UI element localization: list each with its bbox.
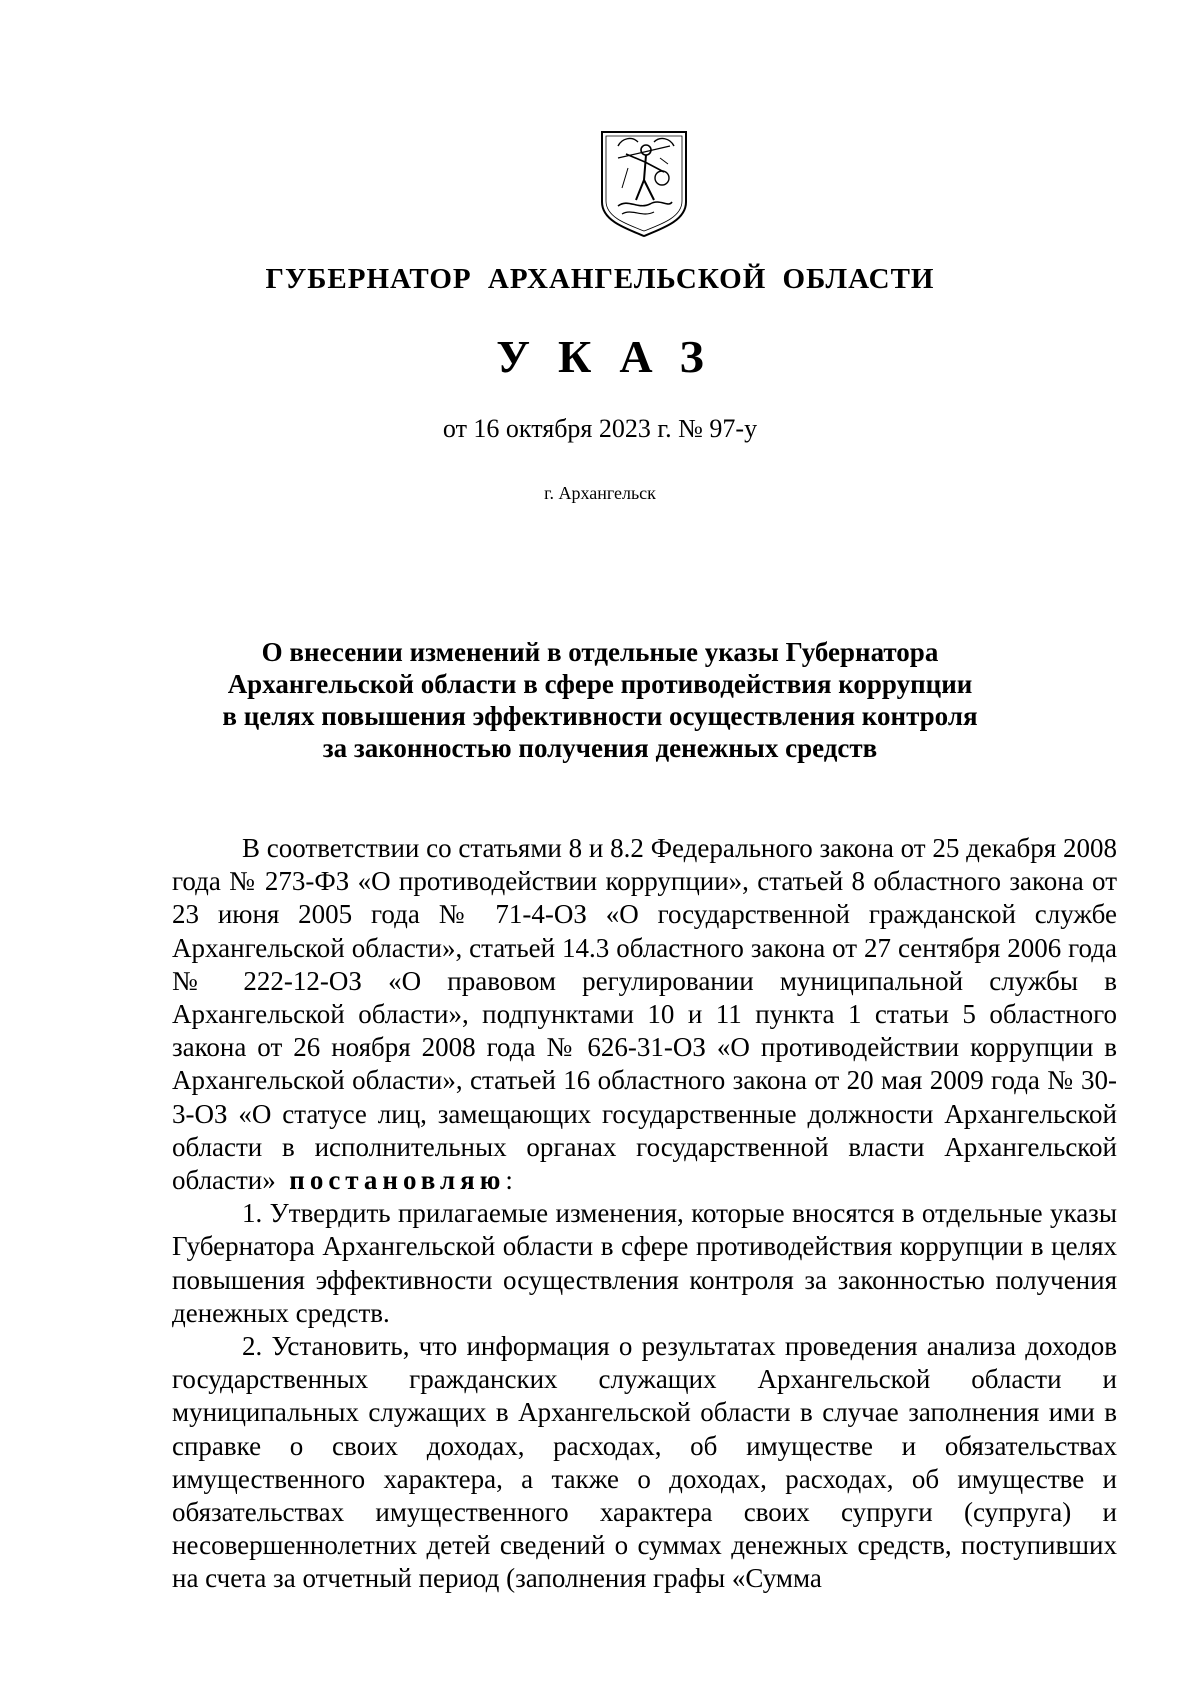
document-type-heading: УКАЗ [496,331,732,382]
preamble-text: В соответствии со статьями 8 и 8.2 Федерального закона от 25 декабря 2008 года № 273-ФЗ «О противодействии коррупции», статьей 8 областного закона от 23 июня 2005 года № 71-4-ОЗ «О государственной гражданской службе Архангельской области», статьей 14.3 областного закона от 27 сентября 2006 года № 222-12-ОЗ «О правовом регулировании муниципальной службы в Архангельской области», подпунктами 10 и 11 пункта 1 статьи 5 областного закона от 26 ноября 2008 года № 626-31-ОЗ «О противодействии коррупции в Архангельской области», статьей 16 областного закона от 20 мая 2009 года № 30-3-ОЗ «О статусе лиц, замещающих государственные должности Архангельской области в исполнительных органах государственной власти Архангельской области» [172,833,1117,1196]
preamble-paragraph [172,832,1117,1197]
document-date-number: от 16 октября 2023 г. № 97-у [442,414,758,443]
document-body [172,832,1117,1596]
decree-colon: : [505,1165,513,1196]
title-line: в целях повышения эффективности осуществления контроля [222,701,978,731]
document-city: г. Архангельск [544,483,656,503]
coat-of-arms-emblem [598,128,690,240]
item-paragraph-2: 2. Установить, что информация о результатах проведения анализа доходов государственных гражданских служащих Архангельской области и муниципальных служащих в Архангельской области в случае заполнения ими в справке о своих доходах, расходах, об имуществе и обязательствах имущественного характера, а также о доходах, расходах, об имуществе и обязательствах имущественного характера своих супруги (супруга) и несовершеннолетних детей сведений о суммах денежных средств, поступивших на счета за отчетный период (заполнения графы «Сумма [172,1331,1117,1594]
item-paragraph-1: 1. Утвердить прилагаемые изменения, которые вносятся в отдельные указы Губернатора Архангельской области в сфере противодействия коррупции в целях повышения эффективности осуществления контроля за законностью получения денежных средств. [172,1198,1117,1328]
title-line: Архангельской области в сфере противодействия коррупции [227,669,973,699]
title-line: О внесении изменений в отдельные указы Губернатора [261,637,939,667]
title-line: за законностью получения денежных средств [322,733,878,763]
document-title [200,636,1000,764]
issuer-title: ГУБЕРНАТОР АРХАНГЕЛЬСКОЙ ОБЛАСТИ [265,263,935,295]
decree-word: постановляю [289,1165,506,1196]
